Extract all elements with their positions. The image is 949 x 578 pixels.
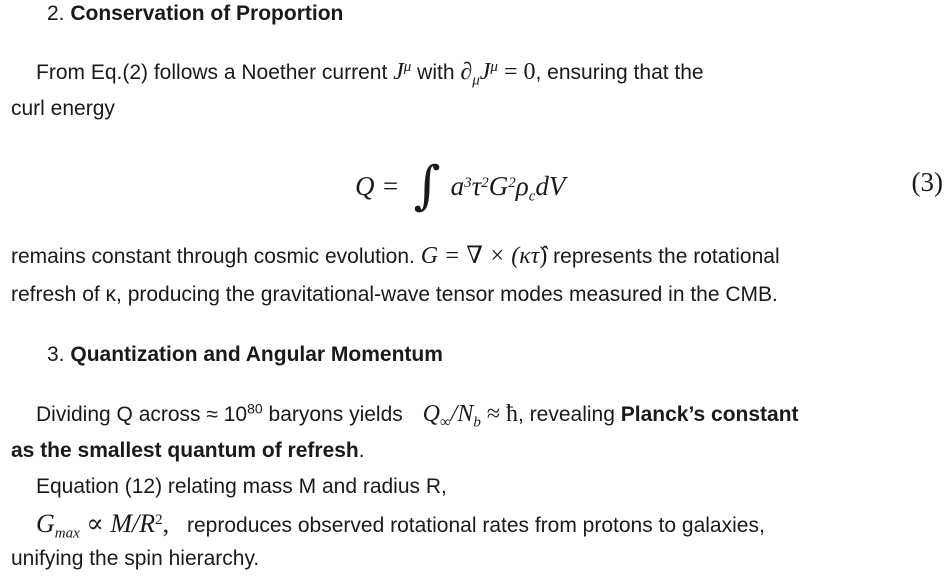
paragraph-3-bold-b: as the smallest quantum of refresh: [11, 439, 359, 462]
section-3-number: 3.: [47, 343, 65, 366]
section-3-title: Quantization and Angular Momentum: [70, 343, 443, 366]
planck-ratio-equation: $Q_\infty/N_b$ ≈ ħ: [422, 401, 519, 431]
paragraph-3-bold-a: Planck’s constant: [620, 403, 799, 426]
paragraph-2-text-b: represents the rotational: [553, 245, 780, 268]
paragraph-2-line-1: [11, 244, 780, 268]
paragraph-1-text-b: with: [417, 61, 455, 84]
noether-current-symbol: $J^\mu$: [393, 58, 412, 85]
paragraph-4-line-3: unifying the spin hierarchy.: [11, 547, 260, 570]
paragraph-3-line-1: [36, 400, 799, 431]
equation-3-integrand: $a^3\tau^2G^2\rho_cdV$: [450, 170, 566, 204]
equation-3-lhs: Q =: [355, 170, 400, 201]
paragraph-3-text-d: .: [358, 439, 365, 462]
section-2-title: Conservation of Proportion: [70, 2, 344, 25]
paragraph-1-text-c: , ensuring that the: [535, 61, 704, 84]
paragraph-4-line-2: [36, 509, 765, 542]
paragraph-1-text-a: From Eq.(2) follows a Noether current: [36, 61, 388, 84]
gmax-relation: $G_{max} \propto M/R^2$,: [36, 509, 170, 542]
integral-sign: ∫: [413, 156, 441, 216]
paragraph-2-line-2: refresh of κ, producing the gravitational-wave tensor modes measured in the CMB.: [11, 283, 778, 306]
section-2-heading: [47, 3, 343, 24]
equation-3: [355, 152, 565, 220]
paragraph-4-text-a: reproduces observed rotational rates from protons to galaxies,: [186, 514, 765, 537]
paragraph-3-text-a: Dividing Q across ≈ $10^{80}$: [36, 400, 263, 426]
section-3-heading: [47, 344, 443, 365]
paragraph-3-text-b: baryons yields: [268, 403, 403, 426]
paragraph-3-text-c: , revealing: [518, 403, 615, 426]
paragraph-1-line-1: [36, 58, 704, 89]
section-2-number: 2.: [47, 2, 65, 25]
curl-equation: G = ∇ × (κτ̂): [420, 243, 548, 269]
paragraph-4-line-1: Equation (12) relating mass M and radius R,: [36, 475, 447, 498]
paragraph-3-line-2: [11, 440, 365, 461]
paragraph-1-line-2: curl energy: [11, 97, 115, 120]
paragraph-2-text-a: remains constant through cosmic evolution.: [11, 245, 415, 268]
divergence-equation: $\partial_\mu J^\mu = 0$: [460, 58, 536, 89]
equation-3-number: (3): [911, 167, 943, 197]
